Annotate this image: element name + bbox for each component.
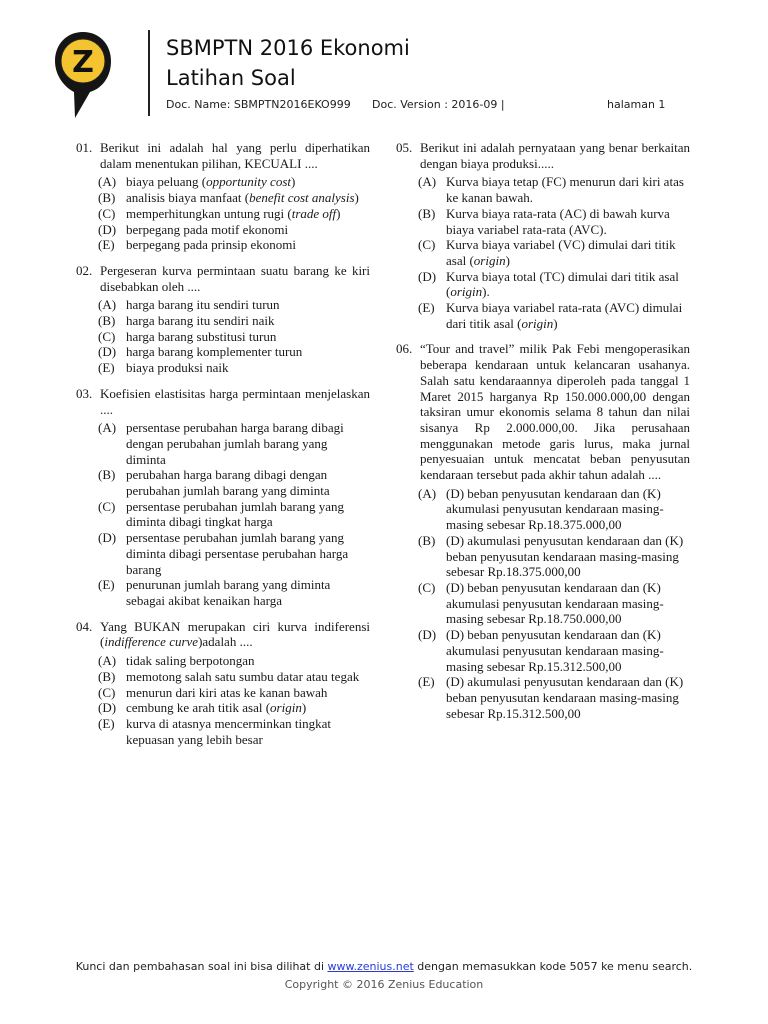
- option-text-part: Kurva biaya tetap (FC) menurun dari kiri atas ke kanan bawah.: [446, 174, 684, 206]
- option-text-part: persentase perubahan harga barang dibagi dengan perubahan jumlah barang yang diminta: [126, 420, 344, 467]
- option-text-part: persentase perubahan jumlah barang yang diminta dibagi persentase perubahan harga barang: [126, 530, 349, 577]
- question-5: [396, 140, 690, 331]
- question-1: [76, 140, 370, 253]
- question-number: 03.: [76, 385, 93, 401]
- option-text: [126, 467, 370, 498]
- question-3: [76, 386, 370, 609]
- zenius-logo: [52, 30, 114, 120]
- option-text: [126, 360, 370, 376]
- question-text: [100, 140, 370, 171]
- option-text: [126, 313, 370, 329]
- question-text-part: Koefisien elastisitas harga permintaan menjelaskan ....: [100, 385, 370, 417]
- option-b: [98, 669, 370, 685]
- option-text-part: menurun dari kiri atas ke kanan bawah: [126, 684, 328, 700]
- option-text-part: (D) beban penyusutan kendaraan dan (K) akumulasi penyusutan kendaraan masing-masing sebesar Rp.18.375.000,00: [446, 485, 664, 533]
- option-b: [98, 467, 370, 498]
- options-list: [98, 653, 370, 747]
- option-label: (B): [418, 532, 436, 548]
- option-text: [446, 300, 690, 331]
- option-label: (C): [98, 328, 116, 344]
- questions-right-column: [396, 140, 690, 731]
- option-d: [418, 627, 690, 674]
- option-label: (E): [98, 715, 115, 731]
- question-4: [76, 619, 370, 748]
- option-label: (C): [98, 498, 116, 514]
- option-text: [446, 269, 690, 300]
- option-text-part: ): [354, 190, 359, 206]
- option-text: [126, 530, 370, 577]
- option-term: benefit cost analysis: [249, 190, 355, 206]
- option-label: (B): [98, 668, 116, 684]
- option-a: [98, 174, 370, 190]
- option-text-part: kurva di atasnya mencerminkan tingkat kepuasan yang lebih besar: [126, 715, 332, 747]
- option-text-part: Kurva biaya variabel (VC) dimulai dari titik asal (: [446, 237, 676, 268]
- option-label: (A): [418, 174, 437, 190]
- option-text-part: cembung ke arah titik asal (: [126, 700, 271, 716]
- doc-subtitle: Latihan Soal: [166, 66, 296, 90]
- option-text-part: (D) akumulasi penyusutan kendaraan dan (K) beban penyusutan kendaraan masing-masing sebesar Rp.15.312.500,00: [446, 674, 684, 721]
- options-list: [98, 174, 370, 253]
- question-stem: [76, 263, 370, 294]
- option-term: trade off: [291, 205, 337, 221]
- question-text-part: Berikut ini adalah pernyataan yang benar berkaitan dengan biaya produksi.....: [420, 140, 690, 171]
- question-text: [100, 386, 370, 417]
- question-number: 06.: [396, 341, 413, 357]
- option-term: origin: [521, 315, 554, 331]
- option-label: (B): [98, 313, 116, 329]
- option-text: [446, 237, 690, 268]
- option-text-part: tidak saling berpotongan: [126, 653, 255, 669]
- option-c: [418, 237, 690, 268]
- option-c: [418, 580, 690, 627]
- option-text: [446, 580, 690, 627]
- option-text-part: Kurva biaya variabel rata-rata (AVC) dimulai dari titik asal (: [446, 300, 683, 331]
- option-text-part: analisis biaya manfaat (: [126, 190, 250, 206]
- option-text: [446, 206, 690, 237]
- question-stem: [76, 619, 370, 650]
- option-b: [98, 190, 370, 206]
- option-e: [98, 577, 370, 608]
- option-label: (D): [98, 221, 117, 237]
- question-text: [420, 140, 690, 171]
- option-label: (A): [98, 297, 117, 313]
- option-text-part: ): [505, 252, 510, 268]
- option-text: [126, 206, 370, 222]
- option-d: [98, 344, 370, 360]
- option-label: (E): [98, 360, 115, 376]
- option-text-part: ): [301, 700, 307, 716]
- zenius-link[interactable]: www.zenius.net: [327, 960, 414, 973]
- option-text-part: Kurva biaya rata-rata (AC) di bawah kurva biaya variabel rata-rata (AVC).: [446, 205, 670, 237]
- option-text: [446, 174, 690, 205]
- doc-version: Doc. Version : 2016-09 |: [372, 98, 505, 111]
- question-text-part: Pergeseran kurva permintaan suatu barang ke kiri disebabkan oleh ....: [100, 262, 370, 294]
- options-list: [98, 420, 370, 608]
- option-d: [418, 269, 690, 300]
- option-text: [126, 174, 370, 190]
- option-text-part: biaya produksi naik: [126, 360, 229, 376]
- option-text: [446, 627, 690, 674]
- option-label: (E): [418, 300, 435, 316]
- option-text: [126, 499, 370, 530]
- option-text-part: harga barang itu sendiri naik: [126, 313, 275, 329]
- footer-text-pre: Kunci dan pembahasan soal ini bisa dilihat di: [75, 960, 328, 973]
- option-text-part: ).: [482, 284, 490, 300]
- option-text: [126, 297, 370, 313]
- option-text-part: perubahan harga barang dibagi dengan perubahan jumlah barang yang diminta: [126, 467, 330, 499]
- footer-note: [0, 960, 768, 973]
- page-number: halaman 1: [607, 98, 666, 111]
- question-number: 01.: [76, 140, 93, 155]
- question-6: [396, 341, 690, 721]
- option-text-part: (D) beban penyusutan kendaraan dan (K) akumulasi penyusutan kendaraan masing-masing sebesar Rp.18.750.000,00: [446, 579, 664, 627]
- option-text-part: harga barang itu sendiri turun: [126, 297, 280, 313]
- option-text-part: memperhitungkan untung rugi (: [126, 205, 292, 221]
- option-b: [418, 533, 690, 580]
- option-e: [98, 716, 370, 747]
- option-b: [98, 313, 370, 329]
- option-text: [446, 674, 690, 721]
- footer-text-post: dengan memasukkan kode 5057 ke menu search.: [413, 960, 693, 973]
- option-c: [98, 329, 370, 345]
- option-a: [98, 420, 370, 467]
- logo-letter: Z: [72, 45, 94, 80]
- question-text: [420, 341, 690, 482]
- question-text-part: “Tour and travel” milik Pak Febi mengoperasikan beberapa kendaraan untuk kelancaran usahanya. Salah satu kendaraannya diperoleh pada tanggal 1 Maret 2015 harganya Rp 150.000.000,00 dengan taksiran umur ekonomis selama 8 tahun dan nilai sisanya Rp 2.000.000,00. Jika perusahaan menggunakan metode garis lurus, maka jurnal penyesuaian untuk mencatat beban penyusutan kendaraan tersebut pada akhir tahun adalah ....: [420, 341, 690, 483]
- option-label: (B): [418, 205, 436, 221]
- option-text: [126, 716, 370, 747]
- option-text: [126, 344, 370, 360]
- option-text: [126, 420, 370, 467]
- option-text-part: (D) akumulasi penyusutan kendaraan dan (K) beban penyusutan kendaraan masing-masing sebesar Rp.18.375.000,00: [446, 532, 684, 580]
- option-label: (B): [98, 467, 116, 483]
- option-text-part: Kurva biaya total (TC) dimulai dari titik asal (: [446, 268, 679, 300]
- option-label: (C): [98, 684, 116, 700]
- option-text-part: (D) beban penyusutan kendaraan dan (K) akumulasi penyusutan kendaraan masing-masing sebesar Rp.15.312.500,00: [446, 627, 664, 674]
- option-text-part: penurunan jumlah barang yang diminta sebagai akibat kenaikan harga: [126, 577, 331, 608]
- question-stem: [396, 140, 690, 171]
- option-a: [418, 486, 690, 533]
- option-text: [126, 237, 370, 253]
- option-term: origin: [270, 700, 302, 716]
- question-text-part: )adalah ....: [198, 634, 253, 650]
- option-label: (D): [98, 530, 117, 546]
- option-text-part: persentase perubahan jumlah barang yang diminta dibagi tingkat harga: [126, 498, 345, 530]
- question-number: 04.: [76, 618, 93, 634]
- option-label: (E): [98, 237, 115, 253]
- question-text: [100, 619, 370, 650]
- question-text: [100, 263, 370, 294]
- question-2: [76, 263, 370, 376]
- options-list: [98, 297, 370, 376]
- option-text-part: berpegang pada prinsip ekonomi: [126, 237, 297, 253]
- option-label: (A): [98, 420, 117, 436]
- option-c: [98, 685, 370, 701]
- question-stem: [396, 341, 690, 482]
- question-number: 05.: [396, 140, 413, 155]
- option-label: (D): [98, 700, 117, 716]
- option-c: [98, 206, 370, 222]
- option-a: [418, 174, 690, 205]
- question-text-part: Yang BUKAN merupakan ciri kurva indiferensi (: [100, 618, 370, 650]
- options-list: [418, 486, 690, 722]
- copyright: Copyright © 2016 Zenius Education: [284, 978, 484, 991]
- option-label: (C): [418, 579, 436, 595]
- option-text-part: harga barang substitusi turun: [126, 328, 277, 344]
- option-d: [98, 222, 370, 238]
- option-text: [126, 190, 370, 206]
- option-label: (D): [418, 627, 437, 643]
- doc-name: Doc. Name: SBMPTN2016EKO999: [166, 98, 351, 111]
- option-a: [98, 297, 370, 313]
- question-term: indifference curve: [104, 634, 199, 650]
- option-text: [126, 577, 370, 608]
- option-label: (D): [418, 268, 437, 284]
- option-label: (A): [98, 174, 117, 190]
- option-a: [98, 653, 370, 669]
- option-text-part: memotong salah satu sumbu datar atau tegak: [126, 668, 360, 684]
- option-e: [98, 237, 370, 253]
- option-e: [418, 300, 690, 331]
- option-d: [98, 530, 370, 577]
- option-label: (A): [418, 485, 437, 501]
- option-label: (B): [98, 190, 116, 206]
- option-text-part: ): [291, 174, 296, 190]
- option-d: [98, 700, 370, 716]
- option-text: [446, 486, 690, 533]
- option-label: (A): [98, 653, 117, 669]
- option-label: (C): [418, 237, 436, 253]
- option-text: [126, 653, 370, 669]
- question-number: 02.: [76, 262, 93, 278]
- option-text-part: harga barang komplementer turun: [126, 344, 303, 360]
- option-text: [446, 533, 690, 580]
- option-text-part: ): [553, 315, 558, 331]
- option-term: origin: [473, 252, 506, 268]
- header-divider: [148, 30, 150, 116]
- option-text-part: biaya peluang (: [126, 174, 207, 190]
- option-e: [98, 360, 370, 376]
- option-text: [126, 700, 370, 716]
- options-list: [418, 174, 690, 331]
- option-label: (D): [98, 344, 117, 360]
- option-label: (E): [418, 674, 435, 690]
- option-text: [126, 329, 370, 345]
- option-text-part: ): [336, 205, 341, 221]
- option-label: (E): [98, 577, 115, 593]
- option-text: [126, 685, 370, 701]
- option-text: [126, 669, 370, 685]
- option-label: (C): [98, 205, 116, 221]
- option-c: [98, 499, 370, 530]
- option-text: [126, 222, 370, 238]
- option-e: [418, 674, 690, 721]
- option-term: origin: [450, 284, 483, 300]
- option-b: [418, 206, 690, 237]
- question-stem: [76, 140, 370, 171]
- question-text-part: Berikut ini adalah hal yang perlu diperhatikan dalam menentukan pilihan, KECUALI ....: [100, 140, 370, 171]
- doc-title: SBMPTN 2016 Ekonomi: [166, 36, 410, 60]
- option-text-part: berpegang pada motif ekonomi: [126, 221, 289, 237]
- questions-left-column: [76, 140, 370, 757]
- question-stem: [76, 386, 370, 417]
- option-term: opportunity cost: [206, 174, 291, 190]
